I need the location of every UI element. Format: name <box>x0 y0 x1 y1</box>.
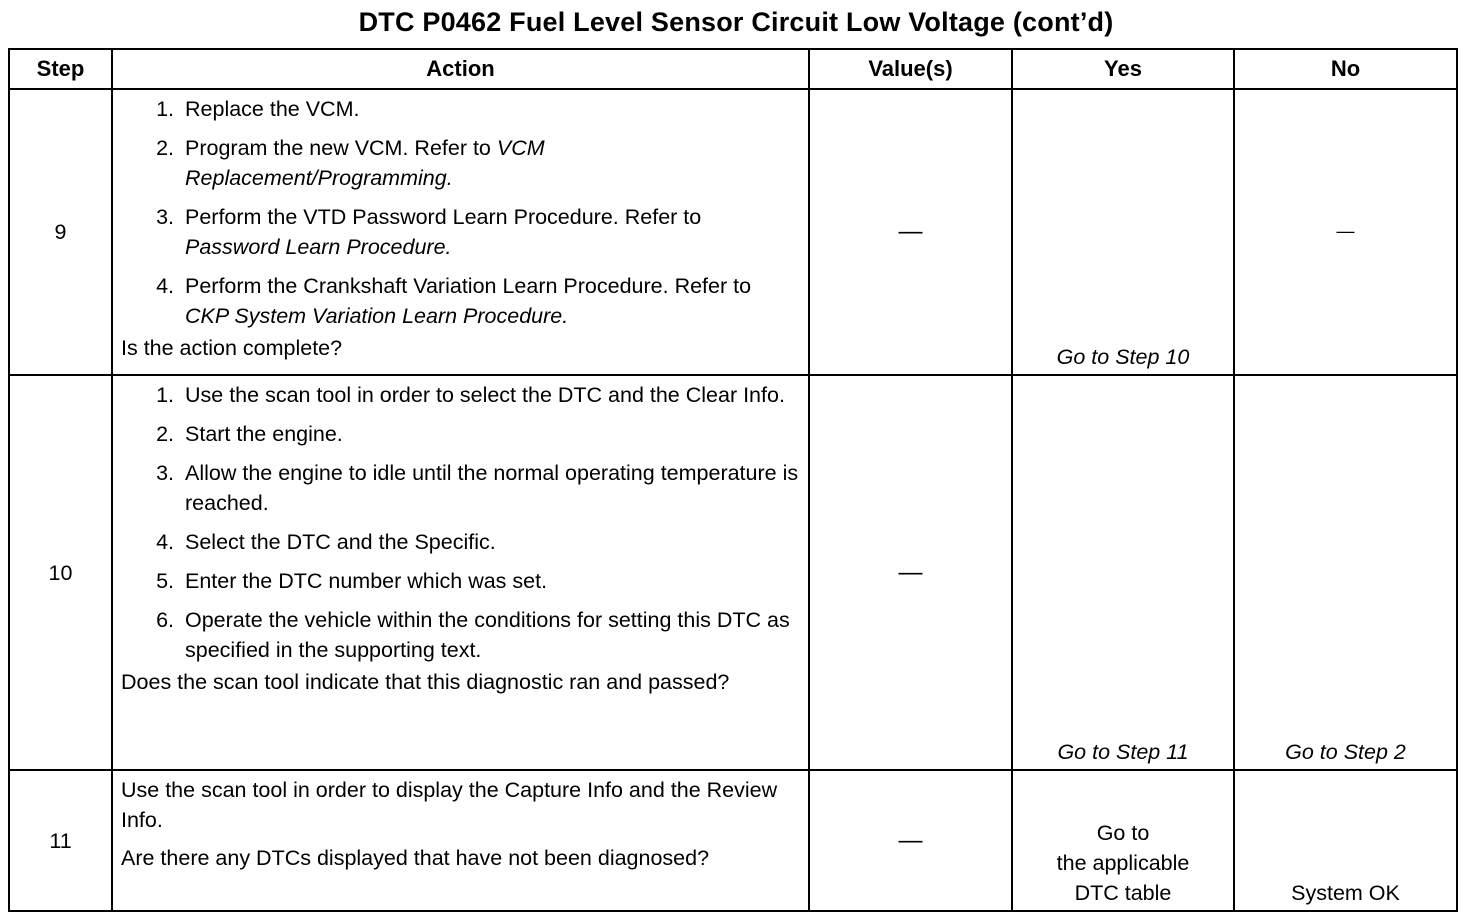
item-reference: CKP System Variation Learn Procedure. <box>185 304 569 328</box>
table-row <box>9 375 1457 770</box>
yes-line: DTC table <box>1074 881 1172 905</box>
item-text: Enter the DTC number which was set. <box>185 569 548 593</box>
item-text <box>185 94 800 124</box>
list-item <box>121 202 800 262</box>
table-row <box>9 89 1457 375</box>
item-text <box>185 133 800 193</box>
item-text-body: Perform the VTD Password Learn Procedure. Refer to <box>185 205 702 229</box>
item-number: 5. <box>156 569 174 593</box>
yes-line: the applicable <box>1056 851 1190 875</box>
list-item <box>121 605 800 665</box>
list-item <box>121 458 800 518</box>
question-text: Is the action complete? <box>121 336 343 360</box>
item-text <box>185 202 800 262</box>
list-item <box>121 133 800 193</box>
header-yes: Yes <box>1012 49 1234 89</box>
page-title: DTC P0462 Fuel Level Sensor Circuit Low Voltage (cont’d) <box>358 7 1114 37</box>
no-cell: — <box>1234 89 1457 375</box>
yes-cell <box>1012 770 1234 911</box>
diagnostic-table <box>8 48 1458 912</box>
list-item <box>121 566 800 596</box>
header-no: No <box>1234 49 1457 89</box>
header-row <box>9 49 1457 89</box>
value-cell: — <box>809 89 1012 375</box>
list-item <box>121 419 800 449</box>
item-number: 3. <box>156 461 174 485</box>
no-cell: Go to Step 2 <box>1234 375 1457 770</box>
value-cell: — <box>809 770 1012 911</box>
question-text: Does the scan tool indicate that this diagnostic ran and passed? <box>121 670 730 694</box>
action-cell <box>112 89 809 375</box>
list-item <box>121 94 800 124</box>
item-reference: Password Learn Procedure. <box>185 235 452 259</box>
item-text-body: Program the new VCM. Refer to <box>185 136 497 160</box>
item-number: 3. <box>156 205 174 229</box>
header-step: Step <box>9 49 112 89</box>
item-text-body: Perform the Crankshaft Variation Learn Procedure. Refer to <box>185 274 752 298</box>
item-number: 1. <box>156 97 174 121</box>
item-text: Use the scan tool in order to select the DTC and the Clear Info. <box>185 383 785 407</box>
item-number: 2. <box>156 422 174 446</box>
step-number: 11 <box>9 770 112 911</box>
yes-line: Go to <box>1096 821 1150 845</box>
yes-cell: Go to Step 11 <box>1012 375 1234 770</box>
no-cell: System OK <box>1234 770 1457 911</box>
action-list <box>121 380 800 665</box>
action-cell <box>112 375 809 770</box>
header-action: Action <box>112 49 809 89</box>
item-text-body: Replace the VCM. <box>185 97 360 121</box>
step-number: 10 <box>9 375 112 770</box>
yes-cell: Go to Step 10 <box>1012 89 1234 375</box>
item-text <box>185 271 800 331</box>
list-item <box>121 271 800 331</box>
item-text: Operate the vehicle within the conditions for setting this DTC as specified in the supporting text. <box>185 608 790 662</box>
item-number: 4. <box>156 274 174 298</box>
step-number: 9 <box>9 89 112 375</box>
value-cell: — <box>809 375 1012 770</box>
instruction-text: Use the scan tool in order to display the Capture Info and the Review Info. <box>121 778 778 832</box>
header-values: Value(s) <box>809 49 1012 89</box>
table-row <box>9 770 1457 911</box>
item-number: 2. <box>156 136 174 160</box>
item-text: Allow the engine to idle until the normal operating temperature is reached. <box>185 461 799 515</box>
question-text: Are there any DTCs displayed that have not been diagnosed? <box>121 846 710 870</box>
list-item <box>121 527 800 557</box>
item-number: 4. <box>156 530 174 554</box>
action-cell <box>112 770 809 911</box>
item-number: 6. <box>156 608 174 632</box>
item-text: Start the engine. <box>185 422 343 446</box>
item-number: 1. <box>156 383 174 407</box>
list-item <box>121 380 800 410</box>
item-text: Select the DTC and the Specific. <box>185 530 496 554</box>
item-reference: VCM Replacement/Programming. <box>185 136 545 190</box>
action-list <box>121 94 800 331</box>
